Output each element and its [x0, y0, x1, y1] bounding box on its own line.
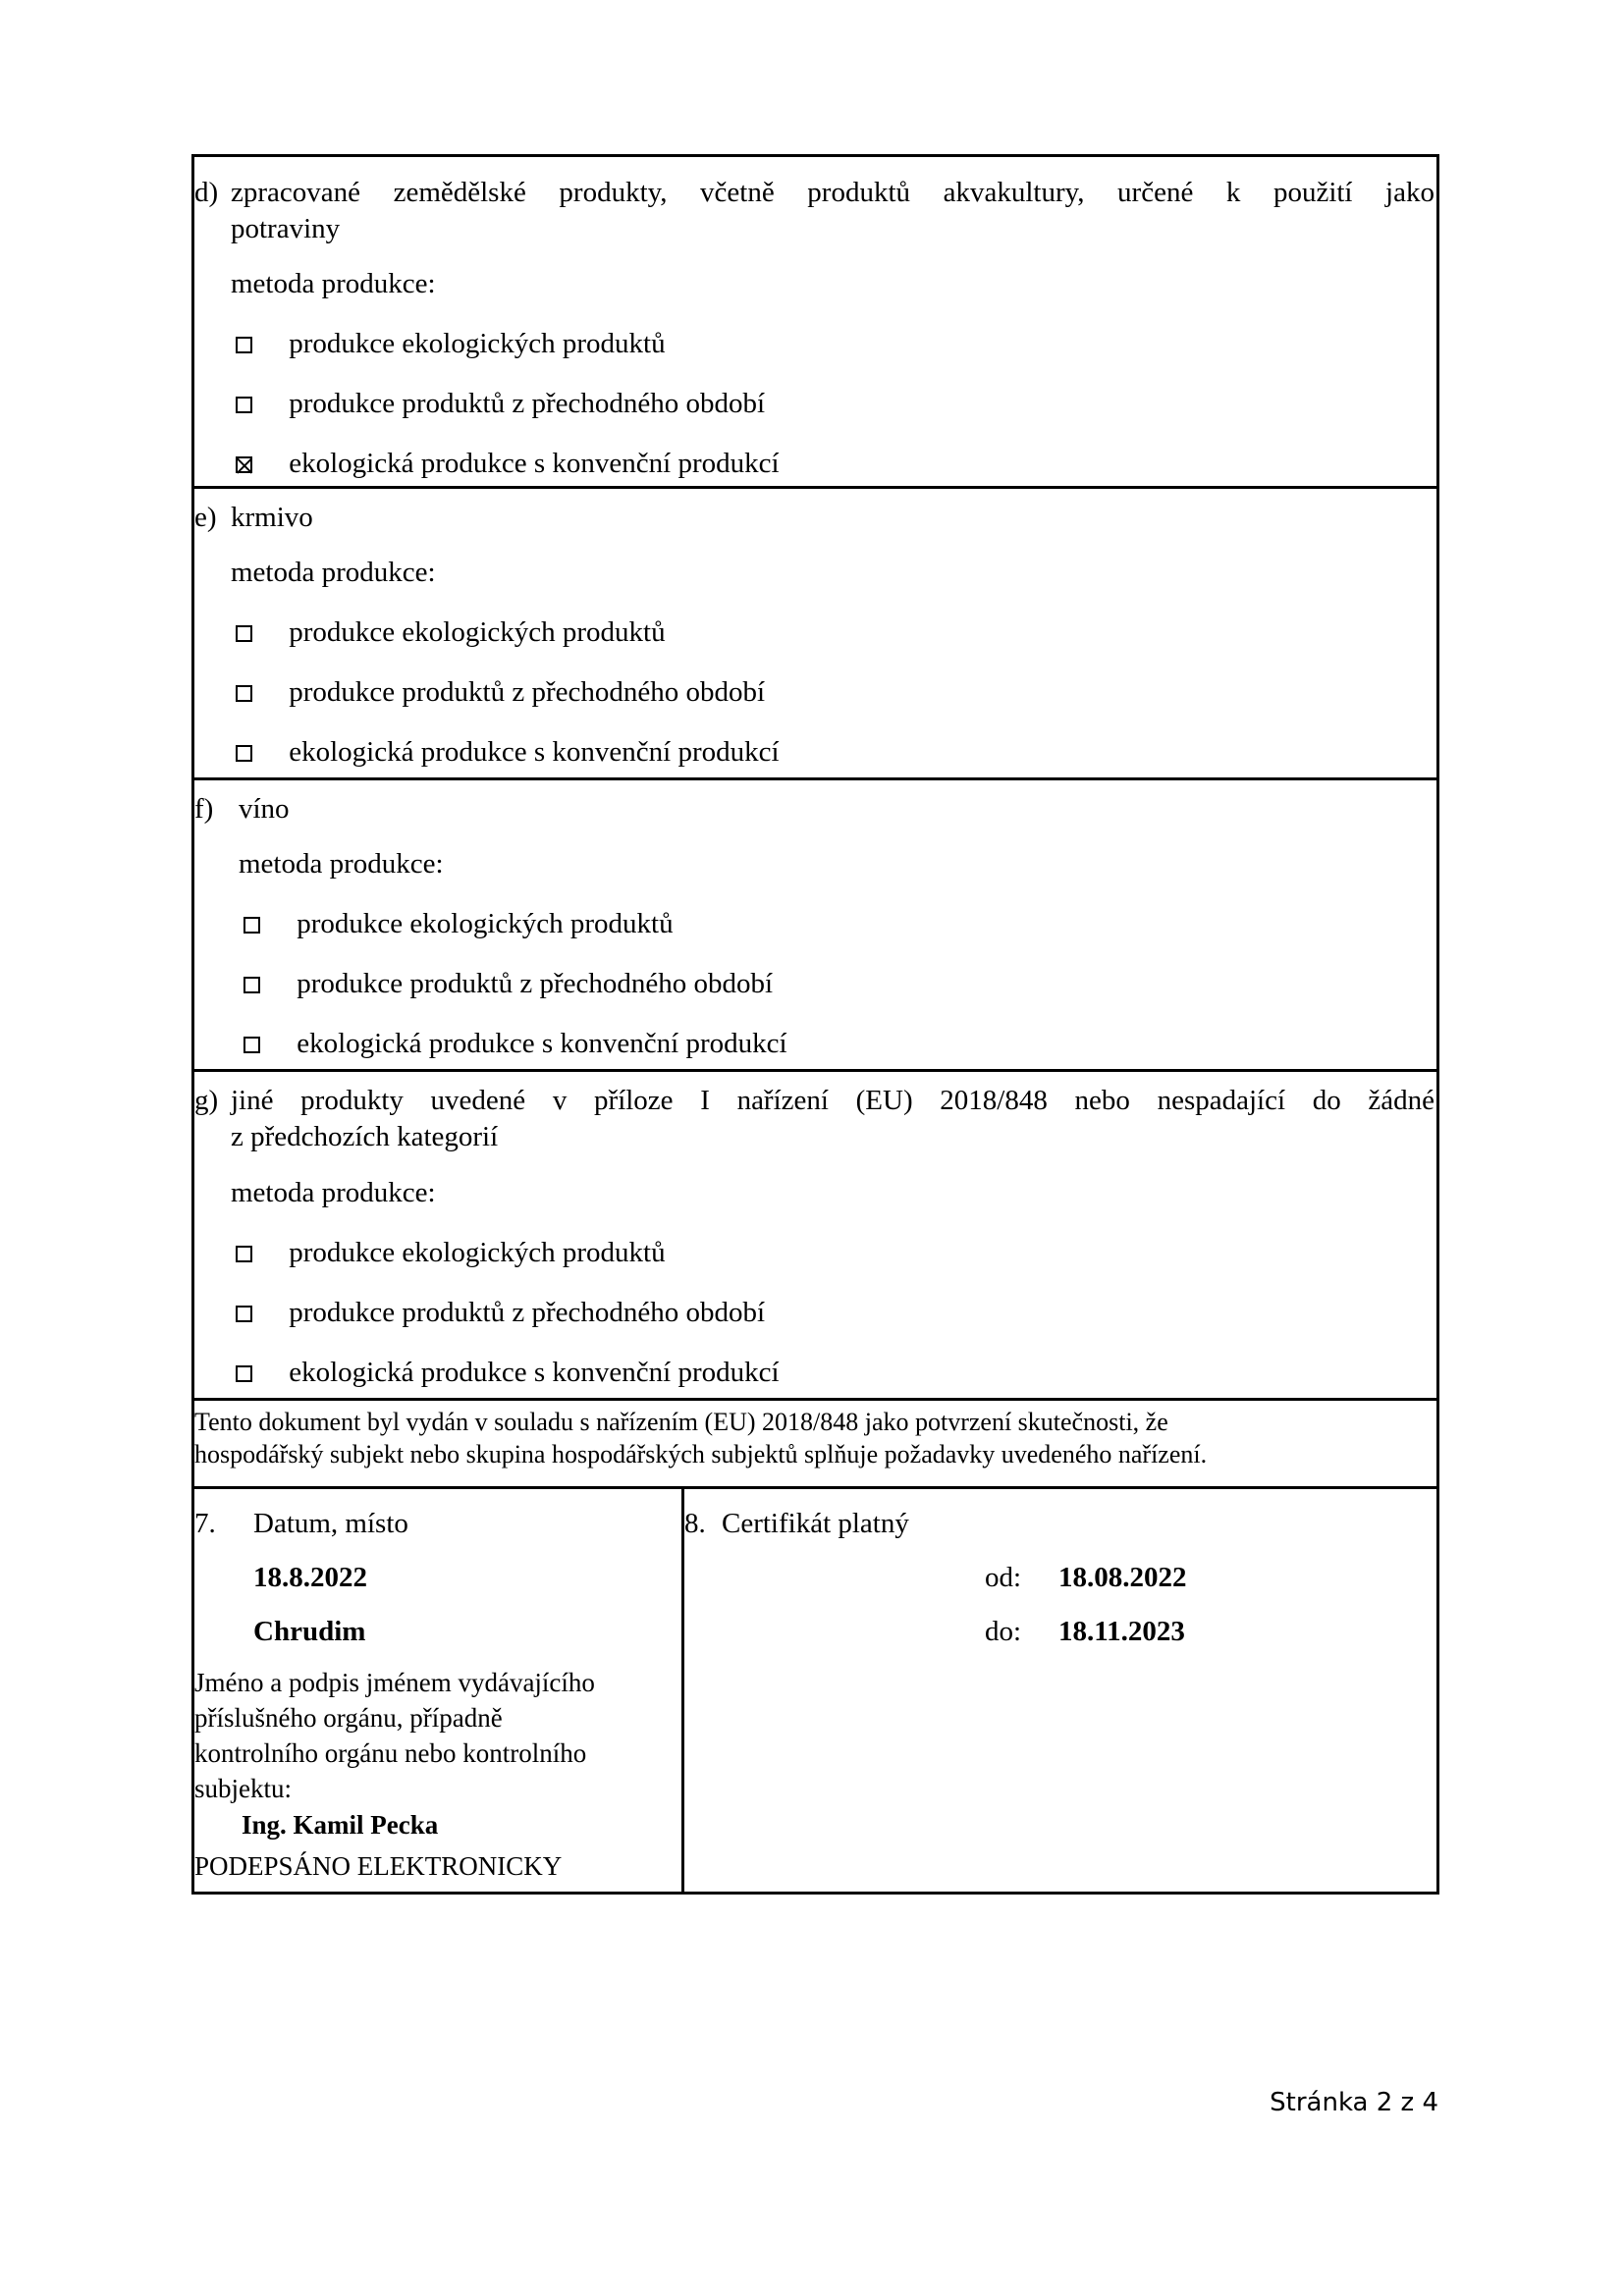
section-g	[194, 1072, 1436, 1401]
option-row	[236, 615, 666, 649]
signature-label: Jméno a podpis jménem vydávajícího	[194, 1668, 595, 1697]
checkbox-mixed[interactable]	[244, 1037, 260, 1053]
statement-line: hospodářský subjekt nebo skupina hospodářských subjektů splňuje požadavky uvedeného nařízení.	[194, 1440, 1208, 1468]
statement-line: Tento dokument byl vydán v souladu s nařízením (EU) 2018/848 jako potvrzení skutečnosti, že	[194, 1408, 1168, 1436]
checkbox-transition[interactable]	[236, 685, 252, 702]
section-e	[194, 489, 1436, 780]
method-label: metoda produkce:	[231, 557, 436, 588]
method-label: metoda produkce:	[231, 1177, 436, 1208]
checkbox-organic[interactable]	[244, 917, 260, 934]
option-label: ekologická produkce s konvenční produkcí	[297, 1028, 787, 1059]
section-title: zpracované zemědělské produkty, včetně produktů akvakultury, určené k použití jako	[231, 177, 1435, 208]
signed-electronically-note: PODEPSÁNO ELEKTRONICKY	[194, 1851, 563, 1881]
option-row	[236, 1296, 765, 1329]
section-title-cont: potraviny	[231, 213, 341, 244]
option-row	[244, 1027, 787, 1060]
checkbox-transition[interactable]	[236, 397, 252, 413]
checkbox-mixed[interactable]	[236, 1365, 252, 1382]
checkbox-organic[interactable]	[236, 1246, 252, 1262]
section-letter: f)	[194, 793, 214, 825]
option-row	[244, 907, 674, 940]
valid-from-date: 18.08.2022	[1058, 1562, 1187, 1593]
option-row	[236, 327, 666, 360]
option-row	[236, 1236, 666, 1269]
option-row	[236, 387, 765, 420]
valid-to-label: do:	[985, 1616, 1022, 1647]
section-letter: d)	[194, 177, 219, 208]
option-label: produkce ekologických produktů	[297, 908, 674, 939]
valid-from-label: od:	[985, 1562, 1022, 1593]
option-label: produkce ekologických produktů	[289, 616, 666, 648]
section-letter: e)	[194, 502, 217, 533]
option-label: produkce produktů z přechodného období	[289, 388, 766, 419]
option-label: produkce produktů z přechodného období	[289, 1297, 766, 1328]
signature-label: kontrolního orgánu nebo kontrolního	[194, 1738, 587, 1768]
checkbox-transition[interactable]	[236, 1306, 252, 1322]
section-letter: g)	[194, 1085, 219, 1116]
option-label: ekologická produkce s konvenční produkcí	[289, 1357, 780, 1388]
section-title: krmivo	[231, 502, 313, 533]
option-row	[236, 675, 765, 709]
option-row	[236, 1356, 780, 1389]
date-place-label: Datum, místo	[253, 1508, 408, 1539]
valid-to-date: 18.11.2023	[1058, 1616, 1185, 1647]
field-number: 8.	[684, 1508, 706, 1539]
validity-cell	[684, 1489, 1436, 1892]
issue-date: 18.8.2022	[253, 1562, 367, 1593]
section-title: víno	[239, 793, 290, 825]
method-label: metoda produkce:	[239, 848, 444, 880]
option-label: ekologická produkce s konvenční produkcí	[289, 448, 780, 479]
checkbox-mixed-checked[interactable]	[236, 456, 252, 473]
signature-label: příslušného orgánu, případně	[194, 1703, 503, 1733]
issue-place: Chrudim	[253, 1616, 366, 1647]
validity-label: Certifikát platný	[722, 1508, 909, 1539]
section-d	[194, 157, 1436, 489]
field-number: 7.	[194, 1508, 216, 1539]
signer-name: Ing. Kamil Pecka	[242, 1810, 439, 1840]
option-label: produkce ekologických produktů	[289, 328, 666, 359]
section-f	[194, 780, 1436, 1072]
checkbox-transition[interactable]	[244, 977, 260, 993]
option-row	[236, 447, 780, 480]
option-label: produkce produktů z přechodného období	[289, 676, 766, 708]
section-title-cont: z předchozích kategorií	[231, 1121, 499, 1152]
page-number: Stránka 2 z 4	[1270, 2088, 1438, 2117]
option-label: produkce produktů z přechodného období	[297, 968, 774, 999]
option-label: ekologická produkce s konvenční produkcí	[289, 736, 780, 768]
certificate-table	[191, 154, 1439, 1895]
checkbox-organic[interactable]	[236, 625, 252, 642]
checkbox-organic[interactable]	[236, 337, 252, 353]
signature-label: subjektu:	[194, 1774, 292, 1803]
section-title: jiné produkty uvedené v příloze I nařízení (EU) 2018/848 nebo nespadající do žádné	[231, 1085, 1435, 1116]
statement-section	[194, 1401, 1436, 1489]
checkbox-mixed[interactable]	[236, 745, 252, 762]
option-row	[236, 735, 780, 769]
option-label: produkce ekologických produktů	[289, 1237, 666, 1268]
option-row	[244, 967, 773, 1000]
date-place-cell	[194, 1489, 684, 1892]
method-label: metoda produkce:	[231, 268, 436, 299]
date-validity-section	[194, 1489, 1436, 1892]
